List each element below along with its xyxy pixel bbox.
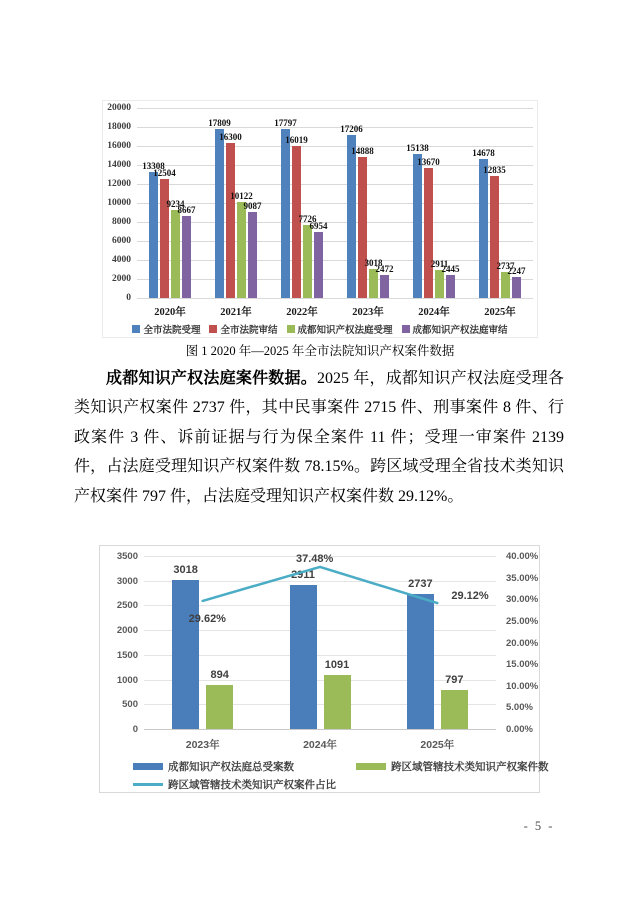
chart1-gridline [137,260,533,261]
chart1-bar [182,216,191,298]
chart2-right-tick-label: 35.00% [506,572,539,584]
chart1-bar-label: 2445 [441,263,460,274]
chart1-bar-label: 17797 [274,117,297,128]
page-number: - 5 - [523,819,555,833]
chart2-right-tick-label: 0.00% [506,724,533,735]
chart1-bar-label: 13670 [417,157,440,168]
chart1-bar [490,176,499,298]
chart1-bar-label: 7726 [298,213,317,224]
chart1-bar-label: 8667 [177,204,196,215]
chart2-gridline [144,729,496,730]
chart2-left-tick-label: 500 [122,699,138,711]
chart1-legend-item [287,322,393,336]
chart1-gridline [137,108,533,109]
chart1-y-tick-label: 16000 [107,141,131,151]
chart1-bar-label: 6954 [309,220,328,231]
chart1-bar-label: 9087 [243,200,262,211]
chart2-legend-label: 跨区域管辖技术类知识产权案件数 [391,761,549,773]
chart1-bar [512,277,521,298]
chart1-y-tick-label: 2000 [112,274,131,284]
chart1-bar-label: 16019 [285,134,308,145]
chart2-right-tick-label: 5.00% [506,702,533,714]
chart1-bar [347,135,356,298]
chart1-bar-label: 3018 [364,258,383,269]
chart2-x-tick-label: 2024年 [303,739,337,751]
chart1-bar-label: 13308 [142,160,165,171]
paragraph-lead: 成都知识产权法庭案件数据。 [106,370,317,387]
chart2-bar-label: 894 [210,668,229,681]
chart2-right-tick-label: 30.00% [506,594,539,606]
chart1-y-tick-label: 10000 [107,198,131,208]
chart1-legend-label: 成都知识产权法庭审结 [412,326,508,336]
chart2-legend-label: 跨区域管辖技术类知识产权案件占比 [168,779,336,791]
figure1-caption: 图 1 2020 年—2025 年全市法院知识产权案件数据 [185,344,455,358]
chart1-bar [446,275,455,298]
chart1-y-tick-label: 14000 [107,160,131,170]
chart1-bar-label: 2911 [430,259,449,270]
chart1-y-tick-label: 8000 [112,217,131,227]
chart2-bar-label: 2737 [408,577,433,590]
chart1-gridline [137,279,533,280]
chart1-legend-item [209,322,277,336]
chart2-right-tick-label: 15.00% [506,659,539,671]
chart1-bar [314,232,323,298]
chart1-gridline [137,203,533,204]
chart2-line-point-label: 37.48% [296,552,334,565]
chart1-y-tick-label: 20000 [107,103,131,113]
chart1-bar [501,272,510,298]
chart2-legend-swatch [133,763,163,770]
chart1-bar [369,269,378,298]
chart2-right-tick-label: 20.00% [506,637,539,649]
chart1-x-tick-label: 2024年 [418,307,450,318]
chart2-line-point-label: 29.62% [188,612,226,625]
chart1-bar [149,172,158,298]
chart2-left-tick-label: 1500 [116,649,138,661]
chart1-legend-label: 全市法院审结 [220,326,278,336]
chart1-y-tick-label: 4000 [112,255,131,265]
chart1-gridline [137,241,533,242]
chart1-legend-swatch [287,325,295,333]
chart2-bar-label: 2911 [291,569,315,582]
chart1-bar-label: 14678 [472,147,495,158]
chart2-legend-swatch [133,783,163,786]
chart1-gridline [137,298,533,299]
chart1-bar [248,212,257,298]
chart2-bar-label: 797 [445,673,464,686]
chart1-bar [303,225,312,298]
chart1-bar-label: 10122 [230,190,253,201]
chart1-y-tick-label: 18000 [107,122,131,132]
chart1-y-tick-label: 0 [126,293,131,303]
chart1-bar-label: 2737 [496,260,515,271]
chart1-bar-label: 14888 [351,145,374,156]
chart1-bar-label: 2247 [507,265,526,276]
chart1-bar [380,275,389,298]
chart1-x-tick-label: 2020年 [154,307,186,318]
figure2-chart [99,545,549,793]
chart1-plot-area [107,103,533,318]
chart1-legend [103,322,537,336]
chart2-left-tick-label: 3000 [116,575,138,587]
chart1-bar-label: 12504 [153,168,176,179]
chart1-legend-swatch [132,325,140,333]
chart1-gridline [137,184,533,185]
chart2-right-tick-label: 10.00% [506,680,539,692]
chart1-bar [171,210,180,298]
chart2-line-path [203,567,438,603]
chart2-bar-label: 1091 [324,659,350,672]
chart2-x-tick-label: 2025年 [420,739,455,751]
chart2-legend-item [133,777,336,792]
chart1-bar [358,157,367,298]
chart2-left-tick-label: 0 [132,724,138,735]
chart2-x-tick-label: 2023年 [185,739,220,751]
paragraph-body: 2025 年，成都知识产权法庭受理各类知识产权案件 2737 件，其中民事案件 2715 件、刑事案件 8 件、行政案件 3 件、诉前证据与行为保全案件 11 件；受理一审案件 2139 件，占法庭受理知识产权案件数 78.15%。跨区域受理全省技术类知识产权案件 797 件，占法庭受理知识产权案件数 29.12%。 [74,370,564,505]
chart1-legend-item [132,322,200,336]
chart1-bar-label: 2472 [375,263,394,274]
chart1-y-tick-label: 12000 [107,179,131,189]
chart2-left-tick-label: 2500 [116,600,138,612]
chart1-bar [413,154,422,298]
chart1-x-tick-label: 2023年 [352,307,384,318]
chart2-legend-label: 成都知识产权法庭总受案数 [168,761,294,773]
chart2-legend-item [356,759,549,774]
chart1-legend-item [402,322,508,336]
chart1-bar-label: 15138 [406,143,429,154]
chart1-gridline [137,165,533,166]
chart1-bar-label: 9234 [166,199,185,210]
chart1-bar-label: 16300 [219,132,242,143]
chart1-legend-swatch [209,325,217,333]
chart2-left-tick-label: 1000 [116,674,138,686]
body-paragraph [74,364,564,511]
chart1-bar [237,202,246,298]
figure1-chart [102,100,538,338]
chart1-bar [479,159,488,298]
chart1-bar-label: 17206 [340,123,363,134]
chart1-bar [281,129,290,298]
chart1-x-tick-label: 2021年 [220,307,252,318]
chart1-legend-swatch [402,325,410,333]
chart2-plot-area [116,551,539,751]
chart1-bar [215,129,224,298]
chart2-bar-label: 3018 [173,563,198,576]
chart2-legend-item [133,759,294,774]
chart2-right-tick-label: 25.00% [506,615,539,627]
chart2-left-tick-label: 2000 [116,625,138,637]
chart1-bar [435,270,444,298]
chart1-x-tick-label: 2025年 [484,307,516,318]
chart1-bar [226,143,235,298]
chart1-bar [424,168,433,298]
chart1-legend-label: 全市法院受理 [143,326,201,336]
chart1-bar [160,179,169,298]
chart1-bar-label: 17809 [208,117,231,128]
chart1-y-tick-label: 6000 [112,236,131,246]
chart1-legend-label: 成都知识产权法庭受理 [297,326,393,336]
chart2-line-point-label: 29.12% [451,590,489,603]
chart1-gridline [137,127,533,128]
chart2-left-tick-label: 3500 [116,551,138,562]
chart1-bar-label: 12835 [483,165,506,176]
chart2-legend-swatch [356,763,386,770]
chart2-line [144,556,496,729]
chart2-right-tick-label: 40.00% [506,551,539,562]
chart1-gridline [137,222,533,223]
chart1-x-tick-label: 2022年 [286,307,318,318]
